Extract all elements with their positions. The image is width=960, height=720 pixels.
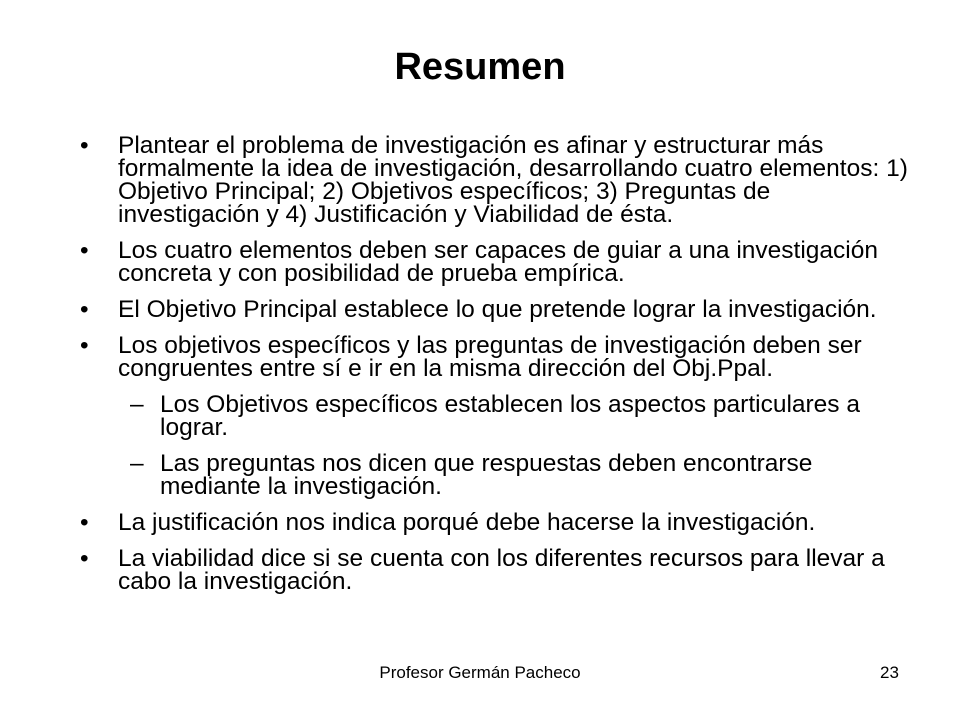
bullet-marker: • — [80, 545, 89, 572]
slide-title: Resumen — [394, 46, 566, 88]
bullet-item — [72, 134, 914, 226]
bullet-marker: • — [80, 509, 89, 536]
bullet-text: La justificación nos indica porqué debe hacerse la investigación. — [118, 509, 816, 536]
dash-marker: – — [130, 391, 144, 418]
bullet-item — [72, 298, 914, 321]
bullet-text: Plantear el problema de investigación es afinar y estructurar más formalmente la idea de investigación, desarrollando cuatro elementos: 1) Objetivo Principal; 2) Objetivos específicos; 3) Preguntas de investigación y 4) Justificación y Viabilidad de ésta. — [118, 132, 908, 228]
bullet-marker: • — [80, 296, 89, 323]
sub-bullet-text: Los Objetivos específicos establecen los aspectos particulares a lograr. — [160, 391, 860, 441]
sub-bullet-item — [72, 452, 914, 498]
bullet-marker: • — [80, 132, 89, 159]
bullet-text: La viabilidad dice si se cuenta con los diferentes recursos para llevar a cabo la investigación. — [118, 545, 885, 595]
bullet-text: El Objetivo Principal establece lo que pretende lograr la investigación. — [118, 296, 877, 323]
sub-bullet-item — [72, 393, 914, 439]
bullet-marker: • — [80, 332, 89, 359]
footer-author: Profesor Germán Pacheco — [379, 663, 581, 682]
bullet-item — [72, 547, 914, 593]
bullet-text: Los cuatro elementos deben ser capaces de guiar a una investigación concreta y con posibilidad de prueba empírica. — [118, 237, 878, 287]
bullet-list — [72, 134, 914, 606]
bullet-item — [72, 334, 914, 380]
sub-bullet-text: Las preguntas nos dicen que respuestas deben encontrarse mediante la investigación. — [160, 450, 813, 500]
dash-marker: – — [130, 450, 144, 477]
bullet-item — [72, 511, 914, 534]
bullet-marker: • — [80, 237, 89, 264]
bullet-text: Los objetivos específicos y las preguntas de investigación deben ser congruentes entre sí e ir en la misma dirección del Obj.Ppal. — [118, 332, 862, 382]
page-number: 23 — [880, 663, 899, 682]
bullet-item — [72, 239, 914, 285]
